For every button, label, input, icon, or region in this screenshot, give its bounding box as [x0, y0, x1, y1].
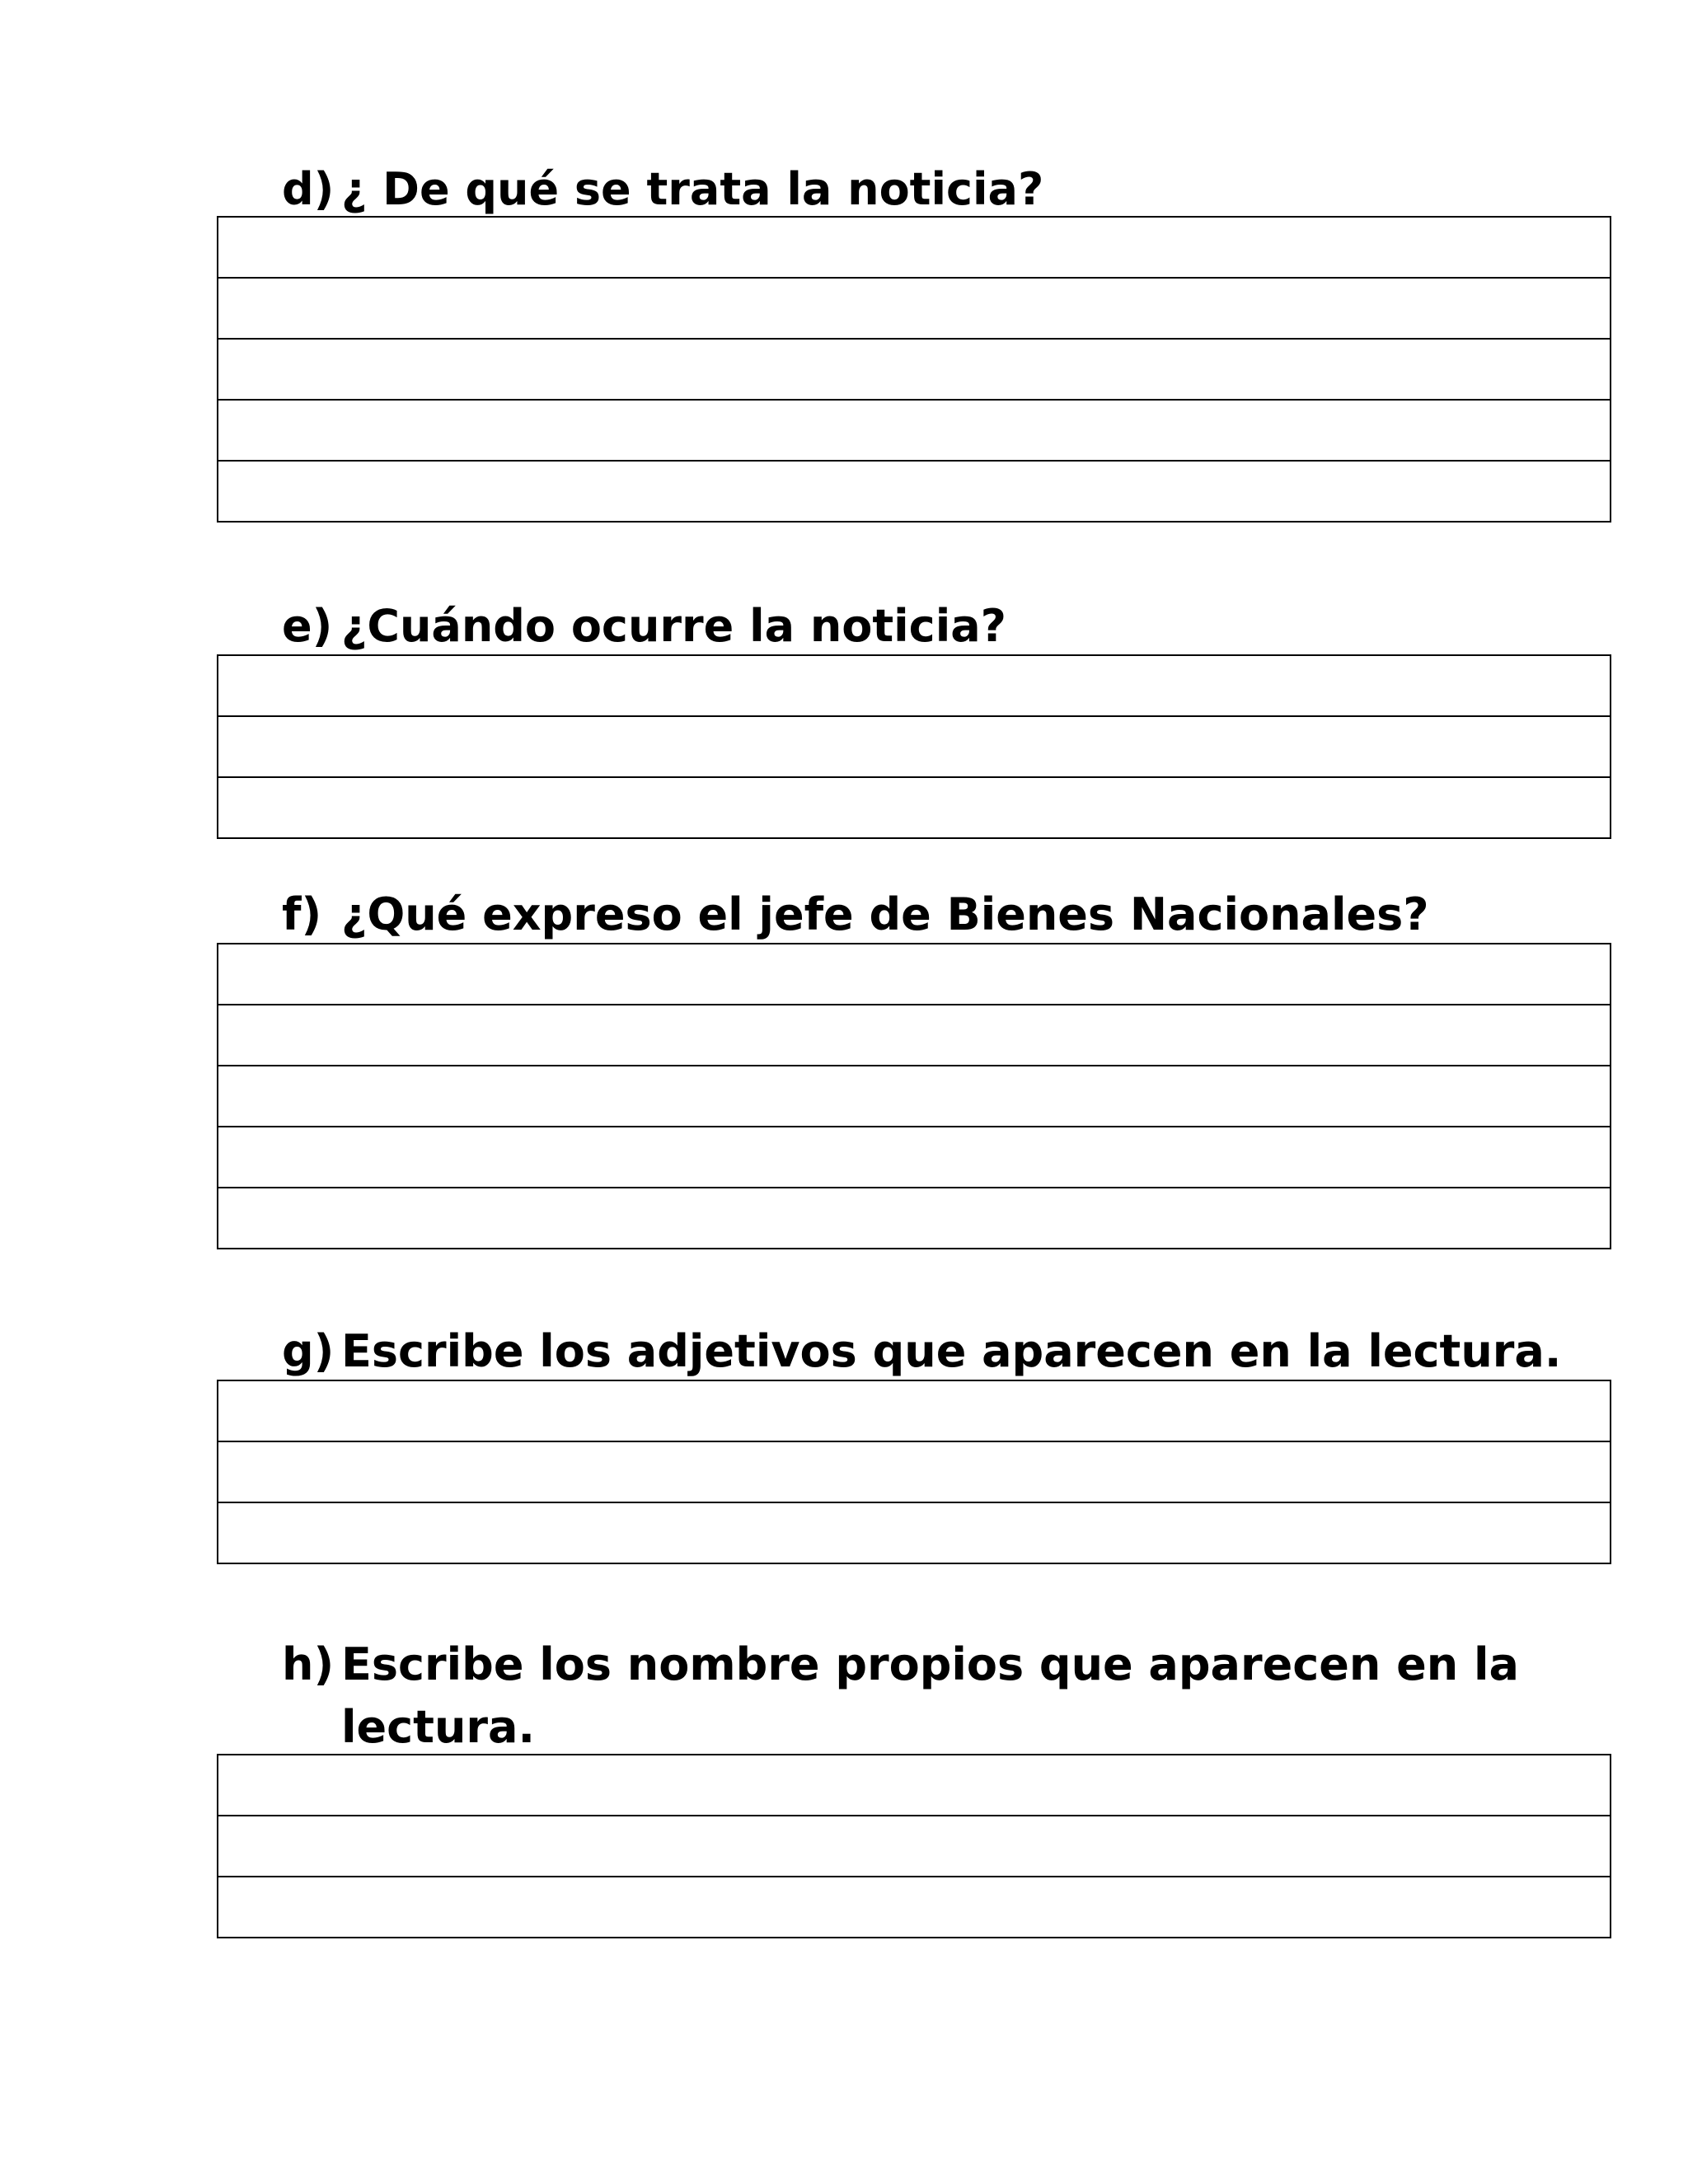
question-letter: g) [282, 1325, 335, 1377]
question-letter: h) [282, 1638, 335, 1690]
answer-line[interactable] [218, 944, 1611, 1005]
question-e [282, 595, 1601, 658]
answer-line[interactable] [218, 1502, 1611, 1563]
answer-line[interactable] [218, 777, 1611, 838]
question-text: Escribe los nombre propios que aparecen en la lectura. [341, 1638, 1519, 1753]
question-g [282, 1320, 1601, 1383]
question-h [282, 1633, 1601, 1759]
answer-line[interactable] [218, 1005, 1611, 1066]
question-letter: e) [282, 600, 333, 652]
answer-line[interactable] [218, 655, 1611, 716]
question-text: Escribe los adjetivos que aparecen en la lectura. [341, 1325, 1562, 1377]
answer-line[interactable] [218, 1127, 1611, 1188]
question-d [282, 158, 1601, 221]
question-letter: d) [282, 163, 335, 215]
question-text: ¿Qué expreso el jefe de Bienes Nacionales? [341, 888, 1429, 940]
answer-line[interactable] [218, 1816, 1611, 1877]
answer-box-d [217, 216, 1611, 523]
answer-box-g [217, 1380, 1611, 1564]
answer-line[interactable] [218, 461, 1611, 522]
answer-line[interactable] [218, 1066, 1611, 1127]
answer-line[interactable] [218, 217, 1611, 278]
answer-line[interactable] [218, 1877, 1611, 1938]
answer-box-f [217, 943, 1611, 1249]
answer-line[interactable] [218, 400, 1611, 461]
answer-box-e [217, 654, 1611, 839]
answer-line[interactable] [218, 716, 1611, 777]
question-f [282, 883, 1601, 946]
answer-line[interactable] [218, 1188, 1611, 1249]
answer-line[interactable] [218, 1441, 1611, 1502]
answer-line[interactable] [218, 1380, 1611, 1441]
answer-box-h [217, 1754, 1611, 1938]
answer-line[interactable] [218, 278, 1611, 339]
question-letter: f) [282, 888, 322, 940]
answer-line[interactable] [218, 1755, 1611, 1816]
answer-line[interactable] [218, 339, 1611, 400]
question-text: ¿ De qué se trata la noticia? [341, 163, 1044, 215]
question-text: ¿Cuándo ocurre la noticia? [341, 600, 1006, 652]
